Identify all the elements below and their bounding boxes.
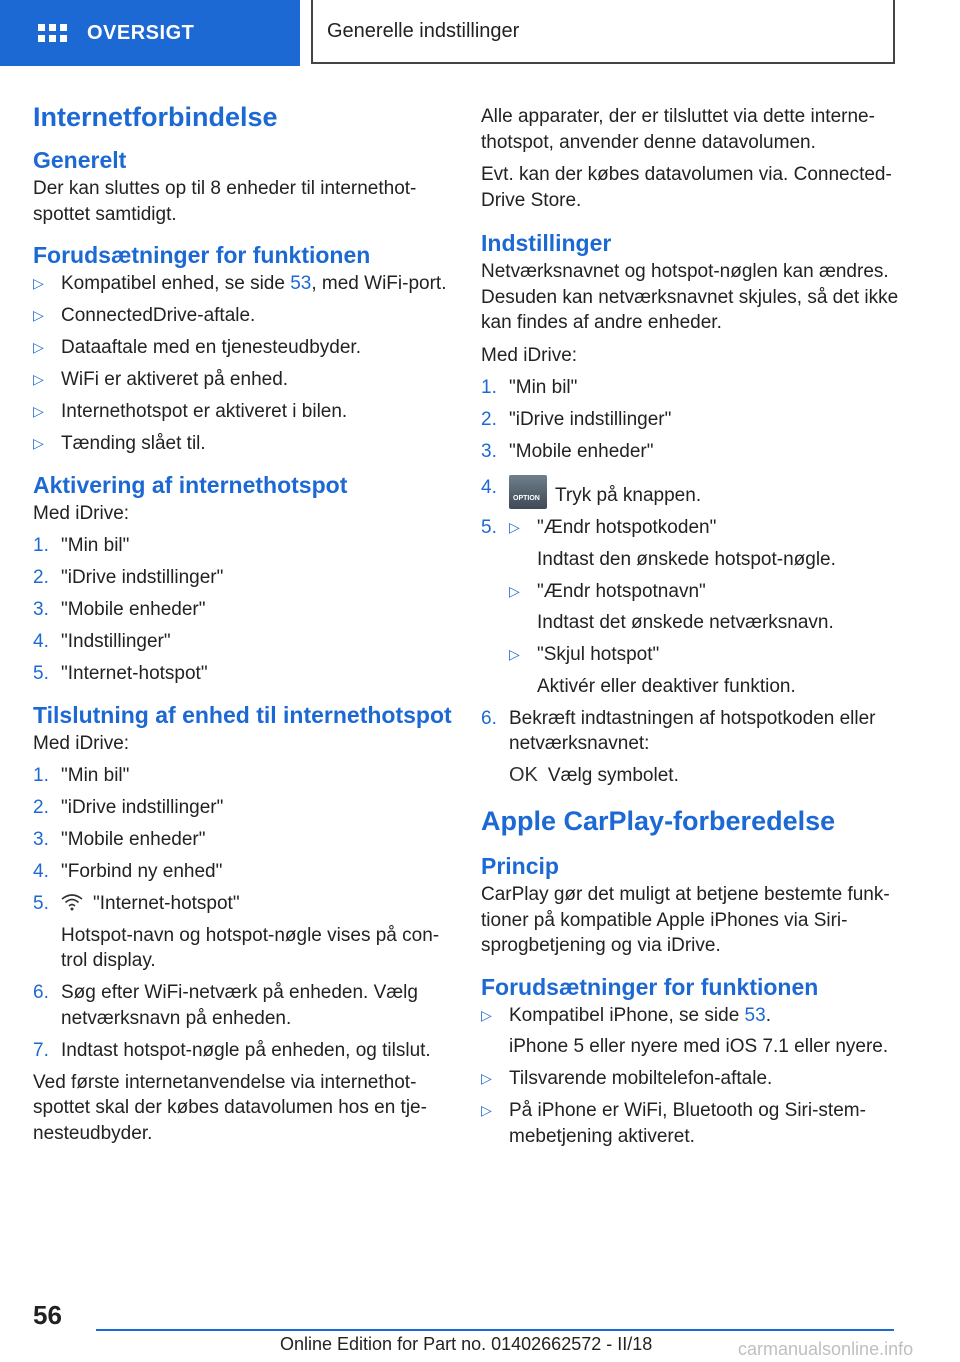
list-item: ▷ Dataaftale med en tjenesteudbyder. (33, 335, 453, 361)
page-link[interactable]: 53 (290, 273, 312, 294)
page-header (0, 0, 960, 66)
carplay-requirements-heading: Forudsætninger for funktionen (481, 973, 819, 1000)
carplay-requirements-list (481, 1003, 906, 1150)
list-item: ▷ Kompatibel enhed, se side 53, med WiFi-port. (33, 271, 453, 297)
triangle-bullet-icon: ▷ (33, 275, 44, 291)
list-item: ▷ Kompatibel iPhone, se side 53. iPhone 5 eller nyere med iOS 7.1 eller nyere. (481, 1004, 889, 1057)
list-item: ▷ Tilsvarende mobiltelefon-aftale. (481, 1066, 906, 1092)
list-item: ▷ Internethotspot er aktiveret i bilen. (33, 399, 453, 425)
triangle-bullet-icon: ▷ (509, 646, 520, 662)
footer-divider (96, 1329, 894, 1331)
grid-icon (38, 24, 67, 42)
list-item: 6. Bekræft indtastningen af hotspotkoden eller netværksnavnet: OK Vælg symbolet. (481, 706, 906, 789)
list-item: 3. "Mobile enheder" (33, 829, 206, 850)
list-item: 6. Søg efter WiFi-netværk på enheden. Vælg netværksnavn på enheden. (33, 982, 418, 1029)
connect-intro: Med iDrive: (33, 732, 130, 754)
watermark: carmanualsonline.info (738, 1339, 914, 1359)
list-item: 2. "iDrive indstillinger" (33, 797, 224, 818)
list-item: ▷ "Ændr hotspotkoden" Indtast den ønskede hotspot-nøgle. (509, 517, 836, 570)
ok-icon: OK (509, 763, 538, 786)
list-item: 1. "Min bil" (481, 377, 578, 398)
left-column (33, 100, 453, 1153)
list-item: 3. "Mobile enheder" (33, 599, 206, 620)
general-text: Der kan sluttes op til 8 enheder til internethot-spottet samtidigt. (33, 178, 417, 225)
settings-intro: Med iDrive: (481, 344, 578, 366)
list-item: 5. "Internet-hotspot" Hotspot-navn og hotspot-nøgle vises på con-trol display. (33, 891, 453, 974)
page-link[interactable]: 53 (744, 1004, 766, 1026)
list-item: 1. "Min bil" (33, 765, 130, 786)
activation-heading: Aktivering af internethotspot (33, 471, 348, 498)
list-item: 7. Indtast hotspot-nøgle på enheden, og tilslut. (33, 1039, 431, 1061)
list-item: 2. "iDrive indstillinger" (481, 409, 672, 430)
list-item: ▷ "Skjul hotspot" Aktivér eller deaktiver funktion. (509, 644, 796, 697)
triangle-bullet-icon: ▷ (33, 403, 44, 419)
triangle-bullet-icon: ▷ (509, 582, 520, 599)
triangle-bullet-icon: ▷ (481, 1102, 492, 1118)
section-title: Generelle indstillinger (311, 0, 895, 64)
triangle-bullet-icon: ▷ (33, 435, 44, 451)
edition-text: Online Edition for Part no. 01402662572 - II/18 (280, 1334, 653, 1354)
page-number: 56 (33, 1300, 62, 1330)
settings-text: Netværksnavnet og hotspot-nøglen kan ændres. Desuden kan netværksnavnet skjules, så det ikke kan findes af andre enheder. (481, 261, 899, 333)
list-item: 3. "Mobile enheder" (481, 441, 654, 462)
triangle-bullet-icon: ▷ (33, 339, 44, 355)
general-heading: Generelt (33, 147, 127, 173)
list-item: 4. OPTION Tryk på knappen. (481, 475, 906, 509)
list-item: ▷ På iPhone er WiFi, Bluetooth og Siri-stem-mebetjening aktiveret. (481, 1100, 866, 1147)
closing-text: Ved første internetanvendelse via internethot-spottet skal der købes datavolumen hos en tje-nesteudbyder. (33, 1071, 427, 1144)
triangle-bullet-icon: ▷ (33, 307, 44, 323)
activation-steps (33, 533, 453, 687)
list-item: ▷ Tænding slået til. (33, 431, 453, 457)
triangle-bullet-icon: ▷ (33, 371, 44, 387)
list-item: 5. "Internet-hotspot" (33, 663, 208, 684)
activation-intro: Med iDrive: (33, 502, 130, 524)
step-detail: Hotspot-navn og hotspot-nøgle vises på con-trol display. (61, 924, 440, 971)
data-volume-text: Alle apparater, der er tilsluttet via dette interne-thotspot, anvender denne datavolumen. (481, 106, 875, 153)
requirements-list (33, 271, 453, 457)
principle-heading: Princip (481, 853, 559, 879)
settings-steps (481, 375, 906, 788)
overview-nav-button[interactable] (0, 0, 300, 66)
requirements-heading: Forudsætninger for funktionen (33, 242, 371, 268)
list-item: 4. "Forbind ny enhed" (33, 861, 223, 882)
list-item: ▷ "Ændr hotspotnavn" Indtast det ønskede netværksnavn. (509, 580, 834, 633)
overview-label: OVERSIGT (87, 21, 195, 44)
triangle-bullet-icon: ▷ (481, 1070, 492, 1086)
option-button-icon (509, 475, 547, 509)
list-item: 5. ▷ "Ændr hotspotkoden" Indtast den ønskede hotspot-nøgle. ▷ "Ændr hotspotnavn" Indtast det ønskede netværksnavn. ▷ "Skjul hotspot" Aktivér eller deaktiver funktion. (481, 515, 906, 699)
right-column (481, 104, 906, 1156)
internet-connection-title: Internetforbindelse (33, 102, 278, 132)
list-item: 1. "Min bil" (33, 535, 130, 556)
list-item: 2. "iDrive indstillinger" (33, 567, 224, 588)
step5-options (509, 515, 906, 699)
triangle-bullet-icon: ▷ (509, 519, 520, 535)
wifi-icon (61, 893, 83, 911)
store-text: Evt. kan der købes datavolumen via. Connected-Drive Store. (481, 164, 892, 211)
carplay-title: Apple CarPlay-forberedelse (481, 806, 836, 836)
connect-steps (33, 763, 453, 1063)
list-item: 4. "Indstillinger" (33, 631, 171, 652)
settings-heading: Indstillinger (481, 230, 612, 256)
principle-text: CarPlay gør det muligt at betjene bestemte funk-tioner på kompatible Apple iPhones via Siri-sprogbetjening og via iDrive. (481, 884, 890, 956)
list-item: ▷ WiFi er aktiveret på enhed. (33, 367, 453, 393)
list-item: ▷ ConnectedDrive-aftale. (33, 303, 453, 329)
triangle-bullet-icon: ▷ (481, 1006, 492, 1023)
connect-heading: Tilslutning af enhed til internethotspot (33, 701, 452, 728)
